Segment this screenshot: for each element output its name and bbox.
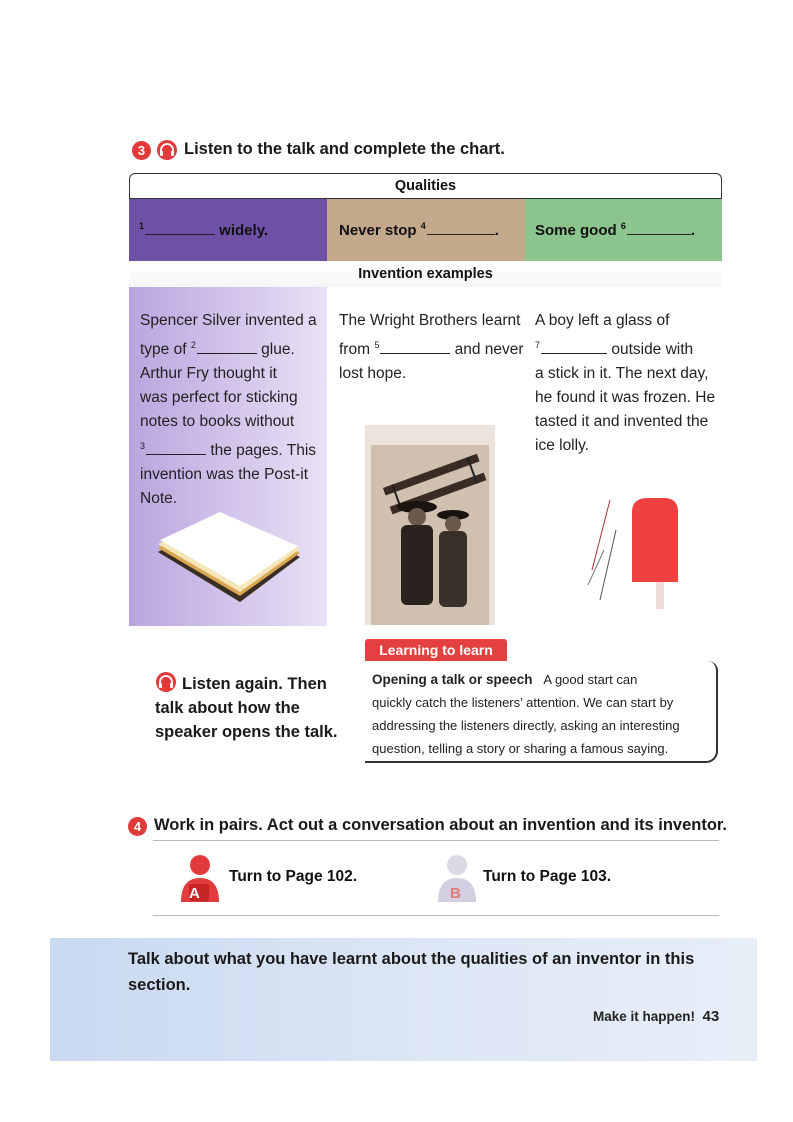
text-line: quickly catch the listeners’ attention. We can start by xyxy=(372,695,674,710)
activity-number-badge: 3 xyxy=(132,141,151,160)
example-text-2 xyxy=(339,309,524,386)
text-line: Note. xyxy=(140,490,178,508)
tip-title: Opening a talk or speech xyxy=(372,672,533,687)
text-line: speaker opens the talk. xyxy=(155,723,338,741)
page-number: 43 xyxy=(702,1008,720,1025)
answer-blank[interactable] xyxy=(145,234,215,235)
text-line: Talk about what you have learnt about the qualities of an inventor in this xyxy=(128,950,695,968)
text-line: Listen again. Then xyxy=(182,675,327,693)
page-footer xyxy=(593,1008,719,1025)
quality-cell-3 xyxy=(525,199,722,261)
text-line: talk about how the xyxy=(155,699,300,717)
text-line: Arthur Fry thought it xyxy=(140,365,277,383)
activity-instruction: Listen to the talk and complete the chart. xyxy=(184,140,505,158)
answer-blank[interactable] xyxy=(427,234,495,235)
answer-blank[interactable] xyxy=(146,454,206,455)
answer-blank[interactable] xyxy=(541,353,607,354)
blank-number: 3 xyxy=(140,441,146,452)
wright-brothers-photo xyxy=(365,425,495,625)
example-text-3 xyxy=(535,309,725,458)
text-line: was perfect for sticking xyxy=(140,389,298,407)
blank-number: 1 xyxy=(139,221,145,231)
text-line: a stick in it. The next day, xyxy=(535,365,709,383)
blank-number: 6 xyxy=(620,221,626,231)
post-it-notes-image xyxy=(150,512,310,607)
text-line: invention was the Post-it xyxy=(140,466,309,484)
text-line: The Wright Brothers learnt xyxy=(339,312,521,329)
blank-number: 2 xyxy=(190,340,196,350)
text-line: addressing the listeners directly, asking an interesting xyxy=(372,718,680,733)
text-line: from $^5$ and never xyxy=(339,340,524,359)
listen-again-instruction xyxy=(155,672,338,744)
text-line: $^7$ outside with xyxy=(535,340,694,359)
student-a-icon xyxy=(179,854,221,904)
blank-number: 7 xyxy=(535,340,541,350)
text-line: A boy left a glass of xyxy=(535,312,670,329)
example-text-1 xyxy=(140,309,325,511)
text-line: Spencer Silver invented a xyxy=(140,312,317,329)
text-line: Opening a talk or speech A good start can xyxy=(372,672,638,687)
blank-number: 4 xyxy=(420,221,426,231)
text-line: he found it was frozen. He xyxy=(535,389,716,407)
student-b-label: B xyxy=(450,885,461,902)
text-line: tasted it and invented the xyxy=(535,413,709,431)
quality-text: Never stop xyxy=(339,222,421,239)
text-line: $^3$ the pages. This xyxy=(140,441,317,460)
activity-instruction: Work in pairs. Act out a conversation about an invention and its inventor. xyxy=(154,816,727,834)
summary-text xyxy=(128,946,728,998)
learning-to-learn-text xyxy=(372,668,712,760)
examples-header: Invention examples xyxy=(129,261,722,288)
answer-blank[interactable] xyxy=(197,353,257,354)
student-a-text: Turn to Page 102. xyxy=(229,868,358,885)
answer-blank[interactable] xyxy=(627,234,691,235)
ice-lolly-image xyxy=(580,490,690,615)
answer-blank[interactable] xyxy=(380,353,450,354)
headphones-icon xyxy=(156,140,178,160)
quality-cell-2 xyxy=(327,199,525,261)
quality-cell-1 xyxy=(129,199,327,261)
activity-number-badge: 4 xyxy=(128,817,147,836)
text-line: lost hope. xyxy=(339,365,407,383)
quality-text: . xyxy=(494,222,499,239)
blank-number: 5 xyxy=(374,340,380,350)
text-line: notes to books without xyxy=(140,413,295,431)
quality-text: Some good xyxy=(535,222,621,239)
student-a-label: A xyxy=(189,885,200,902)
qualities-header: Qualities xyxy=(129,173,722,199)
book-title: Make it happen! xyxy=(593,1009,696,1024)
text-line: section. xyxy=(128,976,191,994)
text-line: type of $^2$ glue. xyxy=(140,340,295,359)
quality-text: widely. xyxy=(215,222,269,239)
text-line: question, telling a story or sharing a famous saying. xyxy=(372,741,669,756)
learning-to-learn-tag: Learning to learn xyxy=(365,639,507,661)
quality-text: . xyxy=(690,222,696,239)
student-b-text: Turn to Page 103. xyxy=(483,868,612,885)
text-line: ice lolly. xyxy=(535,437,589,455)
